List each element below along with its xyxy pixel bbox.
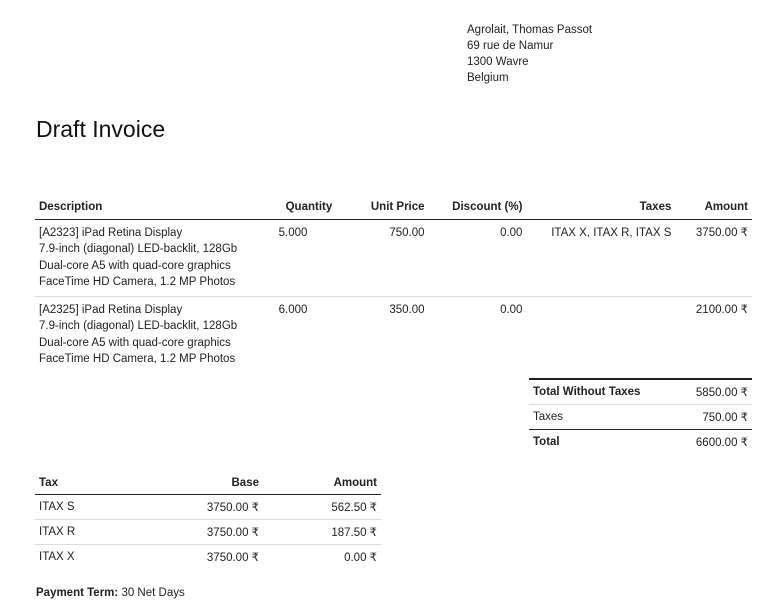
payment-term-value: 30 Net Days xyxy=(121,587,185,599)
header-tax: Tax xyxy=(35,472,135,495)
table-row xyxy=(35,495,381,520)
tax-amount: 562.50 ₹ xyxy=(263,495,381,520)
address-line: Agrolait, Thomas Passot xyxy=(467,24,593,36)
line-amount: 3750.00 ₹ xyxy=(675,220,752,297)
payment-term xyxy=(36,587,185,599)
line-amount: 2100.00 ₹ xyxy=(695,304,748,317)
description-line: FaceTime HD Camera, 1.2 MP Photos xyxy=(39,353,236,366)
line-quantity: 6.000 xyxy=(278,304,308,317)
header-amount: Amount xyxy=(675,196,752,220)
tax-amount: 0.00 ₹ xyxy=(344,552,377,564)
line-unit-price: 350.00 xyxy=(389,304,425,317)
tax-name: ITAX X xyxy=(39,551,75,563)
line-discount: 0.00 xyxy=(500,304,523,317)
header-discount: Discount (%) xyxy=(429,196,527,220)
line-taxes: ITAX X, ITAX R, ITAX S xyxy=(526,220,675,297)
address-line: 1300 Wavre xyxy=(467,56,529,68)
line-discount: 0.00 xyxy=(429,220,527,297)
description-line: Dual-core A5 with quad-core graphics xyxy=(39,336,231,349)
total-without-taxes-row xyxy=(529,379,752,405)
total-without-taxes-value: 5850.00 ₹ xyxy=(679,379,752,405)
table-row xyxy=(35,220,752,297)
total-value: 6600.00 ₹ xyxy=(695,437,748,449)
description-line: Dual-core A5 with quad-core graphics xyxy=(39,259,231,272)
payment-term-label: Payment Term: xyxy=(36,587,119,599)
page-title: Draft Invoice xyxy=(36,116,166,142)
taxes-value: 750.00 ₹ xyxy=(679,405,752,430)
description-line: FaceTime HD Camera, 1.2 MP Photos xyxy=(39,275,236,288)
table-row xyxy=(35,520,381,545)
line-description xyxy=(35,297,275,374)
table-header-row xyxy=(35,472,381,495)
total-row xyxy=(529,430,752,455)
table-header-row xyxy=(35,196,752,220)
tax-base: 3750.00 ₹ xyxy=(135,495,263,520)
address-line: 69 rue de Namur xyxy=(467,40,554,52)
total-label: Total xyxy=(533,436,560,448)
description-line: [A2325] iPad Retina Display xyxy=(39,304,183,317)
header-taxes: Taxes xyxy=(526,196,675,220)
table-row xyxy=(35,545,381,570)
tax-amount: 187.50 ₹ xyxy=(263,520,381,545)
header-description: Description xyxy=(35,196,275,220)
tax-base: 3750.00 ₹ xyxy=(206,552,259,564)
line-quantity: 5.000 xyxy=(275,220,337,297)
line-unit-price: 750.00 xyxy=(336,220,428,297)
description-line: [A2323] iPad Retina Display xyxy=(39,227,183,239)
header-unit-price: Unit Price xyxy=(336,196,428,220)
taxes-label: Taxes xyxy=(529,405,679,430)
total-without-taxes-label: Total Without Taxes xyxy=(529,379,679,405)
taxes-row xyxy=(529,405,752,430)
invoice-lines-table xyxy=(35,196,752,373)
header-base: Base xyxy=(135,472,263,495)
customer-address xyxy=(467,22,592,86)
header-tax-amount: Amount xyxy=(263,472,381,495)
line-taxes xyxy=(526,297,675,374)
description-line: 7.9-inch (diagonal) LED-backlit, 128Gb xyxy=(39,320,238,333)
description-line: 7.9-inch (diagonal) LED-backlit, 128Gb xyxy=(39,243,238,256)
tax-name: ITAX S xyxy=(35,495,135,520)
totals-table xyxy=(529,378,752,454)
tax-name: ITAX R xyxy=(35,520,135,545)
address-line: Belgium xyxy=(467,72,509,84)
header-quantity: Quantity xyxy=(275,196,337,220)
table-row xyxy=(35,297,752,374)
tax-base: 3750.00 ₹ xyxy=(135,520,263,545)
tax-summary-table xyxy=(35,472,381,569)
line-description xyxy=(35,220,275,297)
